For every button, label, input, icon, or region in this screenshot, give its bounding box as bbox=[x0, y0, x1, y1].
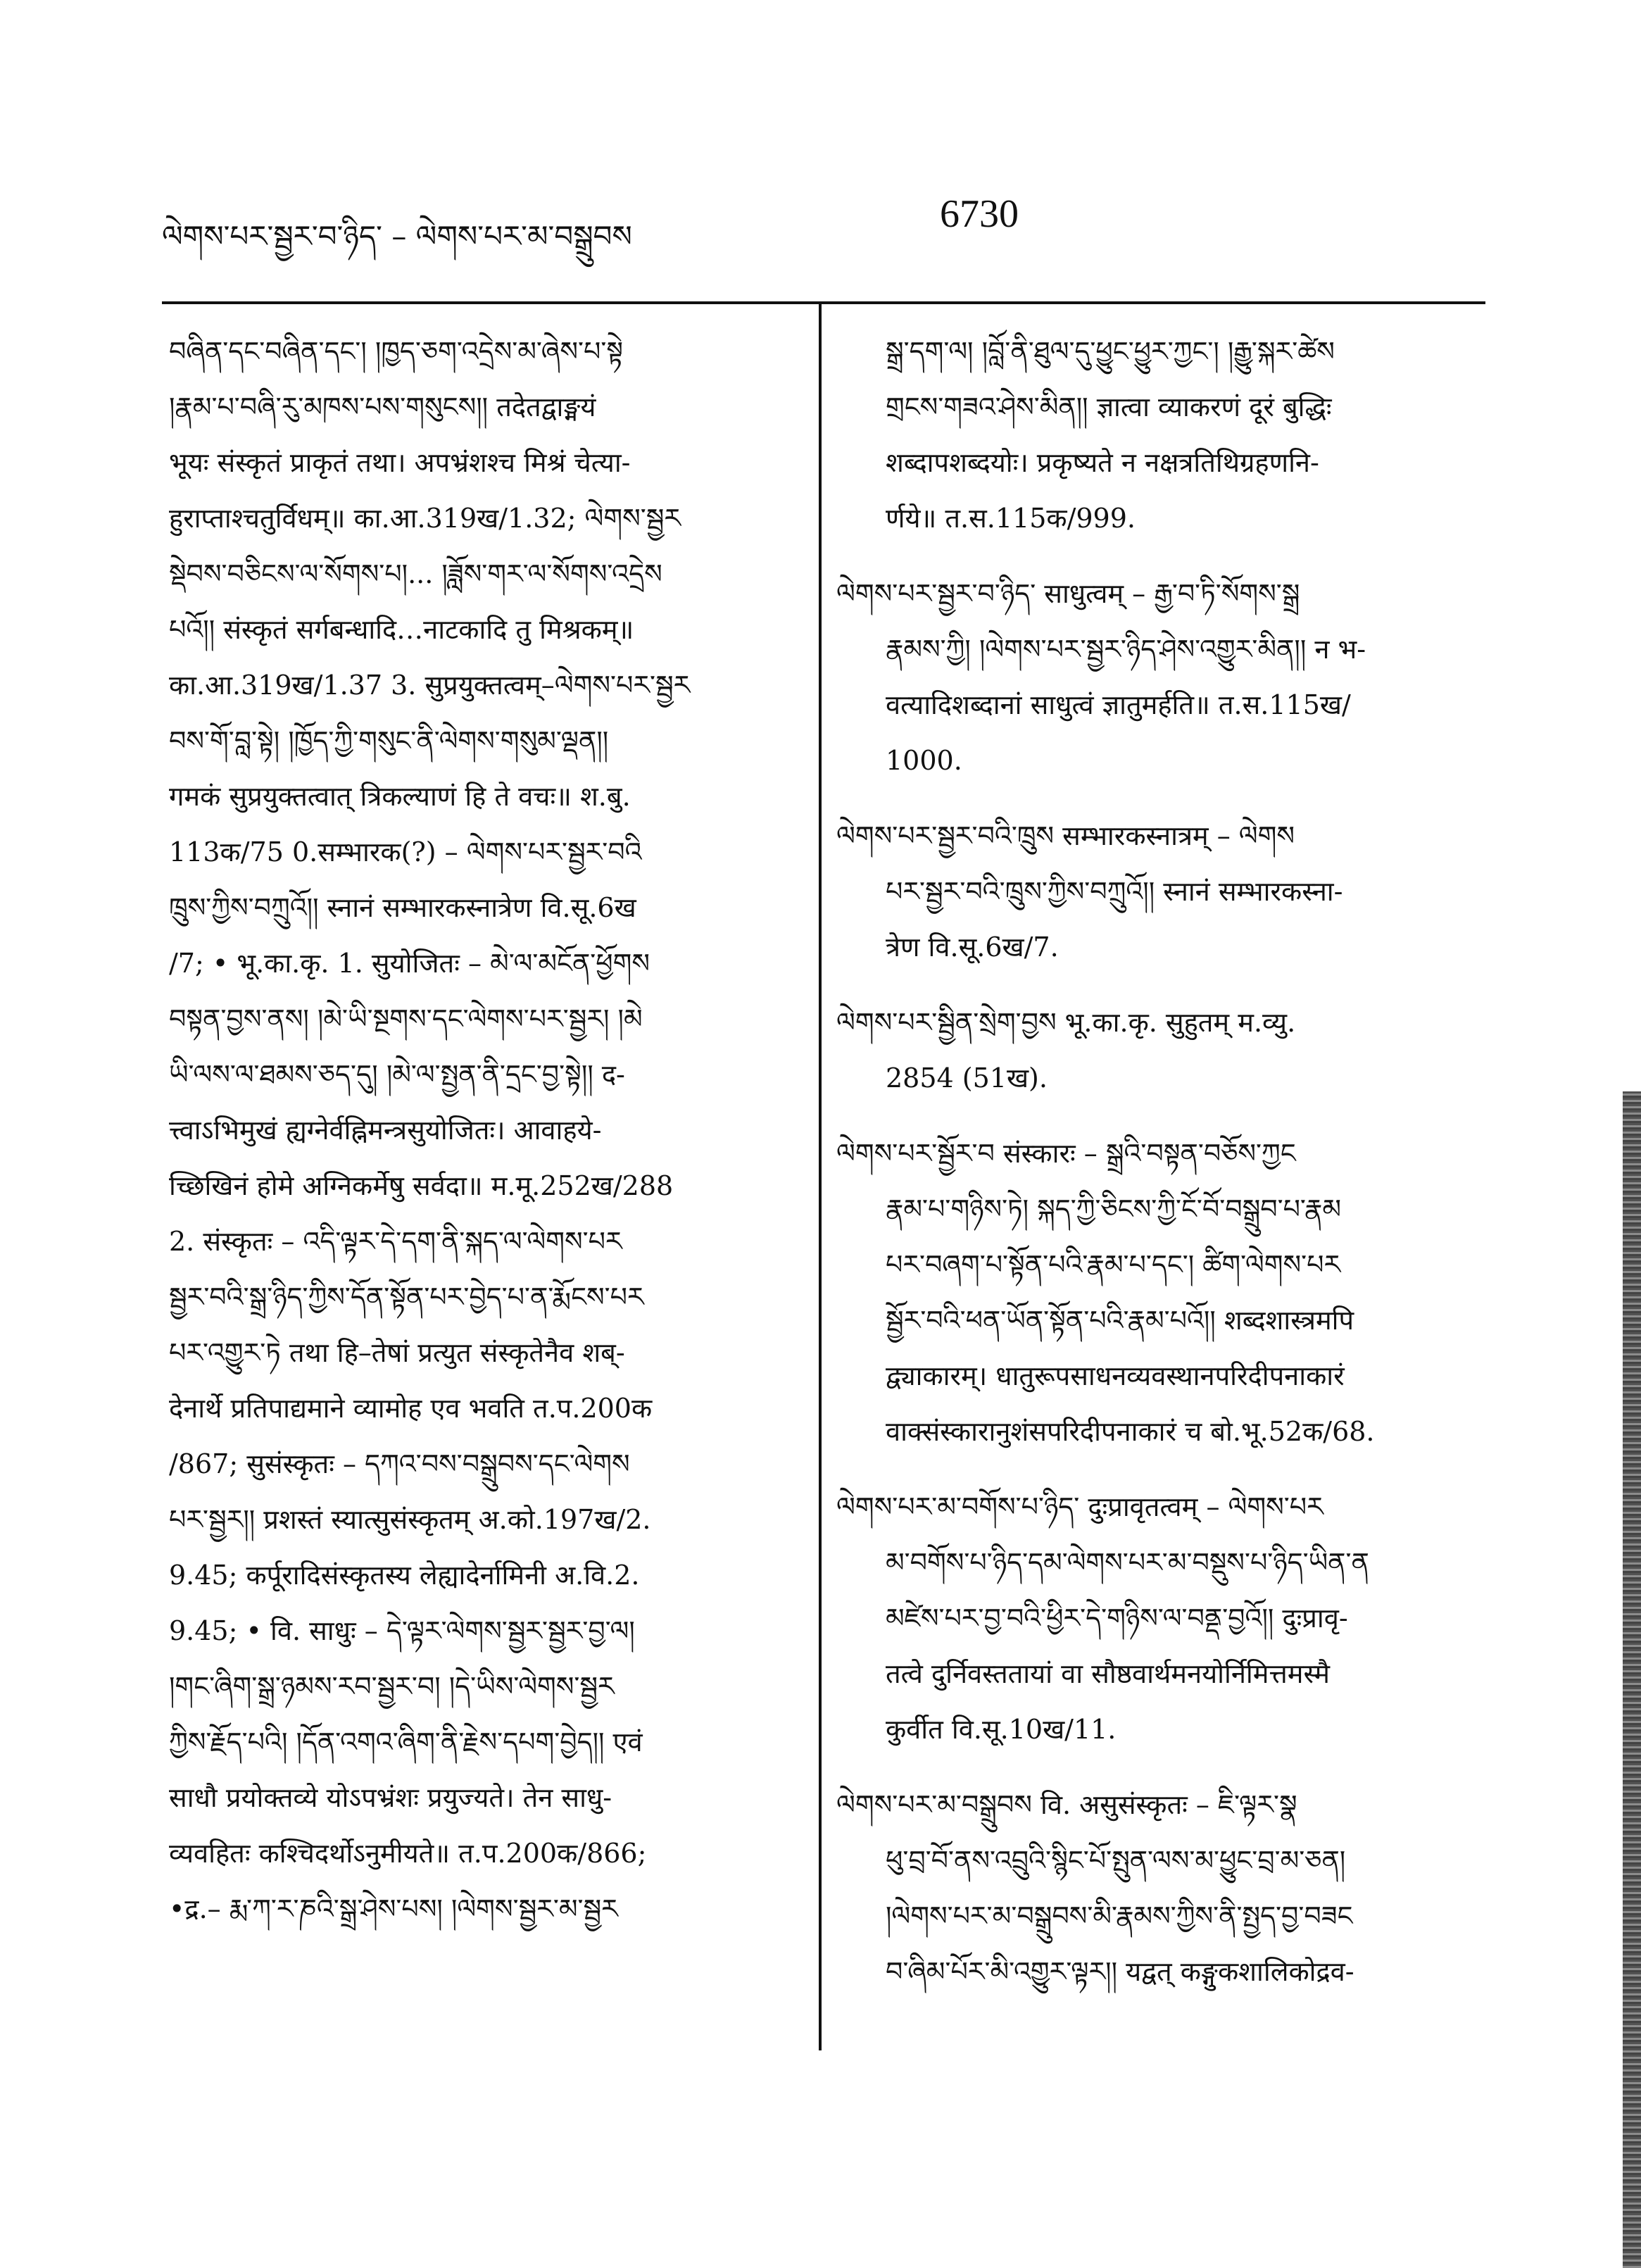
left-column-line: པར་འགྱུར་ཏེ तथा हि–तेषां प्रत्युत संस्कृतेनैव शब्- bbox=[169, 1337, 625, 1368]
right-column-line: र्णये॥ त.स.115क/999. bbox=[886, 503, 1136, 534]
left-column-line: हुराप्ताश्चतुर्विधम्॥ का.आ.319ख/1.32; ལེགས་སྦྱར bbox=[169, 503, 681, 534]
right-column-line: वत्यादिशब्दानां साधुत्वं ज्ञातुमर्हति॥ त.स.115ख/ bbox=[886, 689, 1351, 720]
right-column-line: པར་བཞག་པ་སྟོན་པའི་རྣམ་པ་དང་། ཚིག་ལེགས་པར bbox=[886, 1249, 1341, 1280]
left-column-line: ཁྲུས་ཀྱིས་བཀྲུའོ།། स्नानं सम्भारकस्नात्रेण वि.सू.6ख bbox=[169, 892, 636, 923]
left-column-line: 9.45; कर्पूरादिसंस्कृतस्य लेह्यादेर्नामिनी अ.वि.2. bbox=[169, 1560, 640, 1591]
right-column-line: 1000. bbox=[886, 745, 962, 776]
left-column-line: །གང་ཞིག་སྒྲ་ཉམས་རབ་སྦྱར་བ། །དེ་ཡིས་ལེགས་སྦྱར bbox=[169, 1671, 615, 1702]
right-column-line: མཛེས་པར་བྱ་བའི་ཕྱིར་དེ་གཉིས་ལ་བནྡ་བྱའོ།། दुःप्रावृ- bbox=[886, 1603, 1348, 1634]
page-edge-scan-shadow bbox=[1623, 1091, 1641, 2268]
left-column-line: देनार्थे प्रतिपाद्यमाने व्यामोह एव भवति त.प.200क bbox=[169, 1393, 653, 1424]
left-column-line: भूयः संस्कृतं प्राकृतं तथा। अपभ्रंशश्च मिश्रं चेत्या- bbox=[169, 447, 631, 478]
left-column-line: པའོ།། संस्कृतं सर्गबन्धादि…नाटकादि तु मिश्रकम्॥ bbox=[169, 614, 634, 645]
left-column-line: च्छिखिनं होमे अग्निकर्मेषु सर्वदा॥ म.मू.252ख/288 bbox=[169, 1170, 674, 1201]
right-column-line: རྣམ་པ་གཉིས་ཏེ། སྐད་ཀྱི་ཅིངས་ཀྱི་ངོ་བོ་བསྒྲུབ་པ་རྣམ bbox=[886, 1193, 1342, 1224]
left-column-line: ཡི་ལས་ལ་ཐམས་ཅད་དུ། །མེ་ལ་སྤྱན་ནི་དྲང་བྱ་སྟེ།། द- bbox=[169, 1059, 625, 1090]
right-column-line: གྲངས་གཟའ་ཤེས་མིན།། ज्ञात्वा व्याकरणं दूरं बुद्धिः bbox=[886, 391, 1332, 422]
right-column-line: कुर्वीत वि.सू.10ख/11. bbox=[886, 1714, 1117, 1745]
entry-headword-line: ལེགས་པར་མ་བགོས་པ་ཉིད་ दुःप्रावृतत्वम् – ལེགས་པར bbox=[836, 1491, 1324, 1522]
left-column-line: साधौ प्रयोक्तव्ये योऽपभ्रंशः प्रयुज्यते। तेन साधु- bbox=[169, 1782, 612, 1813]
left-column-line: त्त्वाऽभिमुखं ह्यग्नेर्वह्निमन्त्रसुयोजितः। आवाहये- bbox=[169, 1115, 602, 1146]
entry-headword-line: ལེགས་པར་སྦྱོར་བ संस्कारः – སྒྲའི་བསྟན་བཅོས་ཀྱང bbox=[836, 1138, 1296, 1169]
left-column-line: །རྣམ་པ་བཞི་རུ་མཁས་པས་གསུངས།། तदेतद्वाङ्मयं bbox=[169, 391, 596, 422]
right-column bbox=[836, 324, 1484, 2000]
left-column-line: བསྟན་བྱས་ནས། །མེ་ཡི་སྔགས་དང་ལེགས་པར་སྦྱར། །མེ bbox=[169, 1003, 643, 1034]
column-divider bbox=[819, 304, 822, 2050]
left-column-line: པར་སྦྱར།། प्रशस्तं स्यात्सुसंस्कृतम् अ.को.197ख/2. bbox=[169, 1504, 651, 1535]
right-column-line: तत्वे दुर्निवस्ततायां वा सौष्ठवार्थमनयोर्निमित्तमस्मै bbox=[886, 1658, 1330, 1689]
left-column-line: •द्र.– རྨ་ཀ་ར་ཎའི་སྒྲ་ཤེས་པས། །ལེགས་སྦྱར་མ་སྦྱར bbox=[169, 1893, 618, 1924]
entry-headword-line: ལེགས་པར་སྦྱར་བ་ཉིད་ साधुत्वम् – རྒྱ་བ་ཏི་སོགས་སྒྲ bbox=[836, 578, 1300, 609]
left-column-line: བས་གོ་བླ་སྟེ། །ཁྱོད་ཀྱི་གསུང་ནི་ལེགས་གསུམ་ལྡན།། bbox=[169, 725, 609, 756]
left-column-line: गमकं सुप्रयुक्तत्वात् त्रिकल्याणं हि ते वचः॥ श.बु. bbox=[169, 781, 631, 812]
entry-headword-line: ལེགས་པར་མ་བསྒྲུབས वि. असुसंस्कृतः – ཇི་ལྟར་སྣ bbox=[836, 1789, 1297, 1820]
left-column-line: /7; • भू.का.कृ. 1. सुयोजितः – མེ་ལ་མངོན་ཕྱོགས bbox=[169, 948, 650, 979]
left-column-line: 2. संस्कृतः – འདི་ལྟར་དེ་དག་ནི་སྐད་ལ་ལེགས་པར bbox=[169, 1226, 622, 1257]
right-column-line: 2854 (51ख). bbox=[886, 1063, 1048, 1094]
entry-headword-line: ལེགས་པར་སྦྱིན་སྲེག་བྱས भू.का.कृ. सुहुतम् म.व्यु. bbox=[836, 1007, 1296, 1038]
right-column-line: ཕུ་བྲ་བོ་ནས་འབྲུའི་སྙིང་པོ་སྤུན་ལས་མ་ཕྱུང་བྲ་མ་ཅན། bbox=[886, 1845, 1346, 1876]
header-rule bbox=[162, 301, 1485, 304]
right-column-line: त्रेण वि.सू.6ख/7. bbox=[886, 932, 1059, 963]
left-column-line: སྦྱར་བའི་སྒྲ་ཉིད་ཀྱིས་དོན་སྟོན་པར་བྱེད་པ་ན་རྨོངས་པར bbox=[169, 1282, 644, 1312]
right-column-line: རྣམས་ཀྱི། །ལེགས་པར་སྦྱར་ཉིད་ཤེས་འགྱུར་མིན།། न भ- bbox=[886, 634, 1366, 665]
left-column-line: སྡེབས་བཅིངས་ལ་སོགས་པ།... །ཟློས་གར་ལ་སོགས་འདྲེས bbox=[169, 558, 662, 589]
left-column-line: 9.45; • वि. साधुः – དེ་ལྟར་ལེགས་སྦྱར་སྦྱར་བྱ་ལ། bbox=[169, 1615, 635, 1646]
right-column-line: །ལེགས་པར་མ་བསྒྲུབས་མི་རྣམས་ཀྱིས་ནི་སྤྱད་བྱ་བཟང bbox=[886, 1900, 1353, 1931]
right-column-line: शब्दापशब्दयोः। प्रकृष्यते न नक्षत्रतिथिग्रहणनि- bbox=[886, 447, 1319, 478]
page-header bbox=[162, 190, 1485, 253]
left-column-line: ཀྱིས་རྗོད་པའི། །དོན་འགའ་ཞིག་ནི་རྗེས་དཔག་བྱེད།། एवं bbox=[169, 1727, 643, 1758]
right-column-line: द्व्याकारम्। धातुरूपसाधनव्यवस्थानपरिदीपनाकारं bbox=[886, 1360, 1345, 1391]
left-column-line: /867; सुसंस्कृतः – དཀའ་བས་བསྒྲུབས་དང་ལེགས bbox=[169, 1448, 630, 1479]
entry-headword-line: ལེགས་པར་སྦྱར་བའི་ཁྲུས सम्भारकस्नात्रम् – ལེགས bbox=[836, 820, 1295, 851]
right-column-line: སྒྲ་དག་ལ། །བློ་ནི་ཐུལ་དུ་ཕྱུང་ཕྱུར་ཀྱང་། །རྒྱུ་སྐར་ཚེས bbox=[886, 336, 1335, 367]
left-column-line: བཞིན་དང་བཞིན་དང་། །ཁྱད་ཅག་འདྲེས་མ་ཞེས་པ་སྟེ bbox=[169, 336, 624, 367]
right-column-line: པར་སྦྱར་བའི་ཁྲུས་ཀྱིས་བཀྲུའོ།། स्नानं सम्भारकस्ना- bbox=[886, 876, 1343, 907]
left-column bbox=[169, 324, 803, 1937]
page-number: 6730 bbox=[940, 192, 1019, 236]
right-column-line: སྦྱོར་བའི་ཕན་ཡོན་སྟོན་པའི་རྣམ་པའོ།། शब्दशास्त्रमपि bbox=[886, 1305, 1354, 1336]
left-column-line: 113क/75 0.सम्भारक(?) – ལེགས་པར་སྦྱར་བའི bbox=[169, 837, 642, 867]
right-column-line: བ་ཞིམ་པོར་མི་འགྱུར་ལྟར།། यद्वत् कङ्गुकशालिकोद्रव- bbox=[886, 1956, 1354, 1987]
left-column-line: का.आ.319ख/1.37 3. सुप्रयुक्तत्वम्–ལེགས་པར་སྦྱར bbox=[169, 670, 691, 701]
running-head: ལེགས་པར་སྦྱར་བ་ཉིད་ – ལེགས་པར་མ་བསྒྲུབས bbox=[162, 219, 632, 253]
left-column-line: व्यवहितः कश्चिदर्थोऽनुमीयते॥ त.प.200क/866; bbox=[169, 1838, 647, 1869]
right-column-line: वाक्संस्कारानुशंसपरिदीपनाकारं च बो.भू.52क/68. bbox=[886, 1416, 1375, 1447]
right-column-line: མ་བགོས་པ་ཉིད་དམ་ལེགས་པར་མ་བསྡུས་པ་ཉིད་ཡིན་ན bbox=[886, 1547, 1369, 1578]
